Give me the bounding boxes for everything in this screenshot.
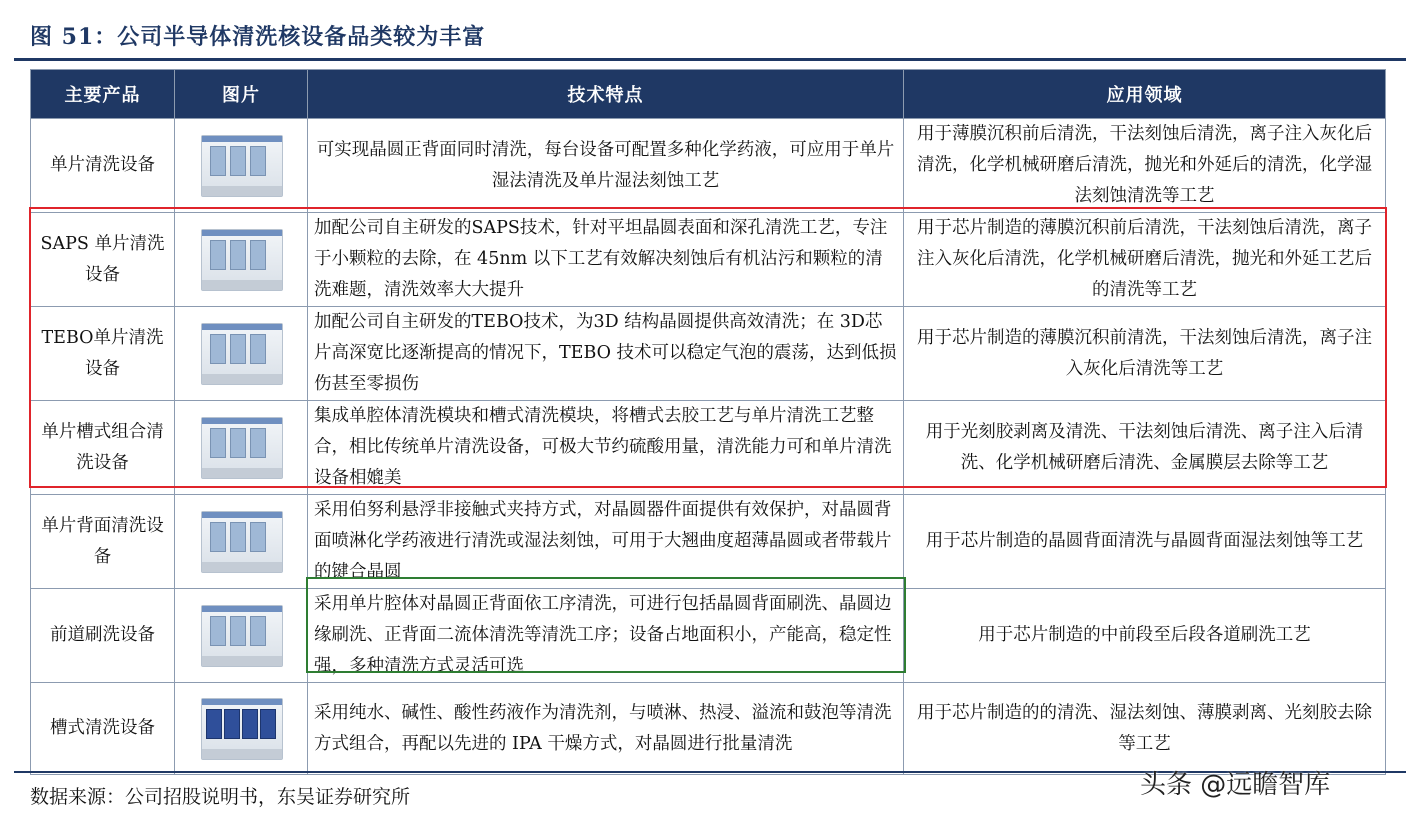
table-row (31, 495, 1386, 589)
table-row (31, 213, 1386, 307)
header-product: 主要产品 (31, 70, 175, 119)
application-field: 用于薄膜沉积前后清洗，干法刻蚀后清洗，离子注入灰化后清洗，化学机械研磨后清洗，抛光和外延后的清洗，化学湿法刻蚀清洗等工艺 (904, 119, 1386, 213)
product-name: 单片背面清洗设备 (31, 495, 175, 589)
figure-title: 图 51：公司半导体清洗核设备品类较为丰富 (30, 24, 486, 50)
title-divider (14, 58, 1406, 61)
product-image-cell (175, 401, 308, 495)
product-name: 前道刷洗设备 (31, 589, 175, 683)
tech-features: 采用纯水、碱性、酸性药液作为清洗剂，与喷淋、热浸、溢流和鼓泡等清洗方式组合，再配以先进的 IPA 干燥方式，对晶圆进行批量清洗 (308, 683, 904, 775)
product-image-cell (175, 683, 308, 775)
product-image-cell (175, 495, 308, 589)
cleaning-equipment-image (193, 411, 289, 485)
application-field: 用于芯片制造的晶圆背面清洗与晶圆背面湿法刻蚀等工艺 (904, 495, 1386, 589)
cleaning-equipment-image (193, 505, 289, 579)
table-row (31, 683, 1386, 775)
application-field: 用于光刻胶剥离及清洗、干法刻蚀后清洗、离子注入后清洗、化学机械研磨后清洗、金属膜层去除等工艺 (904, 401, 1386, 495)
product-image-cell (175, 213, 308, 307)
header-tech: 技术特点 (308, 70, 904, 119)
tech-features: 加配公司自主研发的TEBO技术，为3D 结构晶圆提供高效清洗；在 3D芯片高深宽比逐渐提高的情况下，TEBO 技术可以稳定气泡的震荡，达到低损伤甚至零损伤 (308, 307, 904, 401)
product-image-cell (175, 589, 308, 683)
cleaning-equipment-image (193, 599, 289, 673)
product-name: 单片清洗设备 (31, 119, 175, 213)
bench-cleaning-equipment-image (193, 692, 289, 766)
tech-features: 加配公司自主研发的SAPS技术，针对平坦晶圆表面和深孔清洗工艺，专注于小颗粒的去除，在 45nm 以下工艺有效解决刻蚀后有机沾污和颗粒的清洗难题，清洗效率大大提升 (308, 213, 904, 307)
table-row (31, 589, 1386, 683)
application-field: 用于芯片制造的薄膜沉积前后清洗，干法刻蚀后清洗，离子注入灰化后清洗，化学机械研磨后清洗，抛光和外延工艺后的清洗等工艺 (904, 213, 1386, 307)
header-application: 应用领域 (904, 70, 1386, 119)
watermark-text: 头条 @远瞻智库 (1140, 770, 1331, 800)
table-row (31, 401, 1386, 495)
application-field: 用于芯片制造的中前段至后段各道刷洗工艺 (904, 589, 1386, 683)
cleaning-equipment-image (193, 317, 289, 391)
application-field: 用于芯片制造的薄膜沉积前清洗，干法刻蚀后清洗，离子注入灰化后清洗等工艺 (904, 307, 1386, 401)
product-table (30, 69, 1386, 775)
table-row (31, 307, 1386, 401)
header-image: 图片 (175, 70, 308, 119)
product-name: SAPS 单片清洗设备 (31, 213, 175, 307)
product-image-cell (175, 307, 308, 401)
product-image-cell (175, 119, 308, 213)
product-name: 单片槽式组合清洗设备 (31, 401, 175, 495)
table-header-row (31, 70, 1386, 119)
product-name: 槽式清洗设备 (31, 683, 175, 775)
table-row (31, 119, 1386, 213)
cleaning-equipment-image (193, 129, 289, 203)
data-source: 数据来源：公司招股说明书，东吴证券研究所 (30, 786, 411, 808)
tech-features: 可实现晶圆正背面同时清洗，每台设备可配置多种化学药液，可应用于单片湿法清洗及单片湿法刻蚀工艺 (308, 119, 904, 213)
product-name: TEBO单片清洗设备 (31, 307, 175, 401)
tech-features: 集成单腔体清洗模块和槽式清洗模块，将槽式去胶工艺与单片清洗工艺整合，相比传统单片清洗设备，可极大节约硫酸用量，清洗能力可和单片清洗设备相媲美 (308, 401, 904, 495)
tech-features: 采用伯努利悬浮非接触式夹持方式，对晶圆器件面提供有效保护，对晶圆背面喷淋化学药液进行清洗或湿法刻蚀，可用于大翘曲度超薄晶圆或者带载片的键合晶圆 (308, 495, 904, 589)
tech-features: 采用单片腔体对晶圆正背面依工序清洗，可进行包括晶圆背面刷洗、晶圆边缘刷洗、正背面二流体清洗等清洗工序；设备占地面积小，产能高，稳定性强，多种清洗方式灵活可选 (308, 589, 904, 683)
cleaning-equipment-image (193, 223, 289, 297)
application-field: 用于芯片制造的的清洗、湿法刻蚀、薄膜剥离、光刻胶去除等工艺 (904, 683, 1386, 775)
